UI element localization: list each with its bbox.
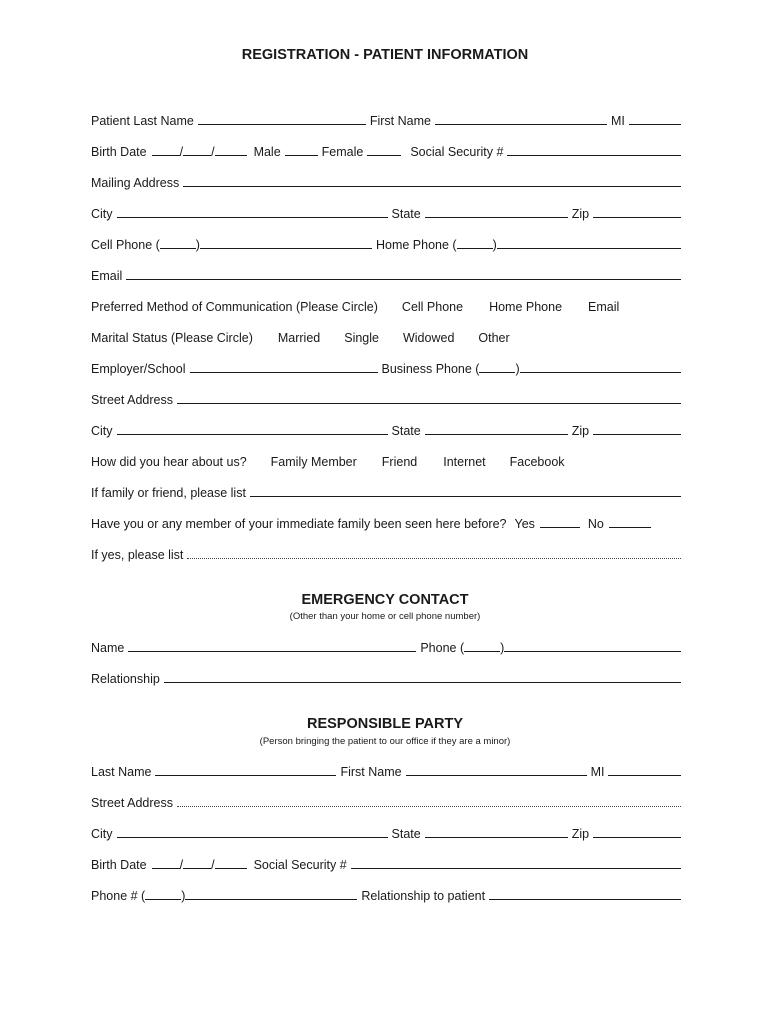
responsible-zip-label: Zip (571, 827, 590, 841)
marital-option-widowed[interactable]: Widowed (402, 331, 455, 345)
emergency-phone-area-field[interactable] (464, 650, 500, 652)
responsible-relationship-field[interactable] (489, 898, 681, 900)
patient-last-name-label: Patient Last Name (91, 114, 194, 128)
form-title: REGISTRATION - PATIENT INFORMATION (241, 47, 529, 63)
family-friend-label: If family or friend, please list (91, 486, 246, 500)
birth-date-label: Birth Date (91, 145, 147, 159)
street-address-field[interactable] (177, 402, 681, 404)
responsible-state-field[interactable] (425, 836, 568, 838)
responsible-birth-day-field[interactable] (183, 867, 211, 869)
responsible-street-label: Street Address (91, 796, 173, 810)
responsible-last-name-field[interactable] (155, 774, 336, 776)
responsible-mi-field[interactable] (608, 774, 681, 776)
responsible-first-name-label: First Name (340, 765, 402, 779)
employer-label: Employer/School (91, 362, 186, 376)
street-address-label: Street Address (91, 393, 173, 407)
male-field[interactable] (285, 154, 318, 156)
email-row (91, 265, 681, 283)
business-phone-label: Business Phone ( (381, 362, 480, 376)
mailing-address-row (91, 172, 681, 190)
responsible-street-field[interactable] (177, 805, 681, 807)
responsible-birth-date-label: Birth Date (91, 858, 147, 872)
responsible-phone-label: Phone # ( (91, 889, 146, 903)
marital-option-other[interactable]: Other (478, 331, 510, 345)
email-field[interactable] (126, 278, 681, 280)
referral-option-facebook[interactable]: Facebook (509, 455, 565, 469)
responsible-ssn-field[interactable] (351, 867, 681, 869)
responsible-city-field[interactable] (117, 836, 388, 838)
birth-year-field[interactable] (215, 154, 247, 156)
responsible-last-name-label: Last Name (91, 765, 152, 779)
emergency-name-label: Name (91, 641, 125, 655)
if-yes-label: If yes, please list (91, 548, 184, 562)
responsible-street-row (91, 792, 681, 810)
paren-close: ) (492, 238, 497, 252)
patient-mi-field[interactable] (629, 123, 681, 125)
ssn-label: Social Security # (410, 145, 504, 159)
if-yes-row (91, 544, 681, 562)
responsible-birth-year-field[interactable] (215, 867, 247, 869)
state-label: State (391, 424, 421, 438)
zip-field[interactable] (593, 216, 681, 218)
emergency-relationship-label: Relationship (91, 672, 160, 686)
patient-first-name-label: First Name (369, 114, 431, 128)
pref-option-home-phone[interactable]: Home Phone (489, 300, 563, 314)
referral-option-internet[interactable]: Internet (443, 455, 486, 469)
responsible-birth-month-field[interactable] (152, 867, 180, 869)
referral-row (91, 451, 681, 469)
responsible-phone-field[interactable] (185, 898, 357, 900)
employer-row (91, 358, 681, 376)
zip-label: Zip (571, 424, 590, 438)
patient-name-row (91, 110, 681, 128)
emergency-name-row (91, 637, 681, 655)
if-yes-field[interactable] (187, 557, 681, 559)
date-separator: / (211, 145, 215, 159)
city-field[interactable] (117, 433, 388, 435)
birth-month-field[interactable] (152, 154, 180, 156)
date-separator: / (211, 858, 215, 872)
marital-status-row (91, 327, 681, 345)
emergency-relationship-field[interactable] (164, 681, 681, 683)
responsible-birth-row (91, 854, 681, 872)
pref-option-cell-phone[interactable]: Cell Phone (401, 300, 464, 314)
cell-phone-area-field[interactable] (160, 247, 196, 249)
emergency-phone-label: Phone ( (420, 641, 465, 655)
responsible-city-row (91, 823, 681, 841)
employer-field[interactable] (190, 371, 378, 373)
paren-close: ) (181, 889, 186, 903)
city-state-zip-row (91, 203, 681, 221)
responsible-name-row (91, 761, 681, 779)
street-address-row (91, 389, 681, 407)
responsible-city-label: City (91, 827, 113, 841)
seen-yes-field[interactable] (540, 526, 580, 528)
date-separator: / (179, 858, 184, 872)
referral-option-family-member[interactable]: Family Member (270, 455, 357, 469)
date-separator: / (179, 145, 184, 159)
zip-field[interactable] (593, 433, 681, 435)
birth-day-field[interactable] (183, 154, 211, 156)
city-field[interactable] (117, 216, 388, 218)
patient-birth-row (91, 141, 681, 159)
state-field[interactable] (425, 433, 568, 435)
family-friend-row (91, 482, 681, 500)
responsible-first-name-field[interactable] (406, 774, 587, 776)
responsible-ssn-label: Social Security # (253, 858, 347, 872)
paren-close: ) (500, 641, 505, 655)
seen-no-field[interactable] (609, 526, 651, 528)
responsible-party-subtitle: (Person bringing the patient to our office if they are a minor) (259, 736, 511, 747)
responsible-relationship-label: Relationship to patient (361, 889, 486, 903)
ssn-field[interactable] (507, 154, 681, 156)
paren-close: ) (515, 362, 520, 376)
mailing-address-label: Mailing Address (91, 176, 180, 190)
business-phone-area-field[interactable] (479, 371, 515, 373)
marital-status-label: Marital Status (Please Circle) (91, 331, 253, 345)
responsible-phone-row (91, 885, 681, 903)
city-label: City (91, 207, 113, 221)
seen-yes-label: Yes (514, 517, 535, 531)
cell-phone-label: Cell Phone ( (91, 238, 160, 252)
email-label: Email (91, 269, 123, 283)
business-phone-field[interactable] (520, 371, 681, 373)
zip-label: Zip (571, 207, 590, 221)
city-label: City (91, 424, 113, 438)
patient-mi-label: MI (610, 114, 625, 128)
emergency-contact-subtitle: (Other than your home or cell phone number) (289, 611, 481, 622)
patient-last-name-field[interactable] (198, 123, 366, 125)
responsible-state-label: State (391, 827, 421, 841)
emergency-relationship-row (91, 668, 681, 686)
preferred-comm-label: Preferred Method of Communication (Please Circle) (91, 300, 378, 314)
mailing-address-field[interactable] (183, 185, 681, 187)
emergency-phone-field[interactable] (504, 650, 681, 652)
female-field[interactable] (367, 154, 401, 156)
seen-no-label: No (587, 517, 604, 531)
responsible-zip-field[interactable] (593, 836, 681, 838)
seen-before-label: Have you or any member of your immediate family been seen here before? (91, 517, 507, 531)
male-label: Male (253, 145, 281, 159)
home-phone-area-field[interactable] (457, 247, 493, 249)
marital-option-married[interactable]: Married (277, 331, 321, 345)
female-label: Female (321, 145, 364, 159)
state-field[interactable] (425, 216, 568, 218)
responsible-mi-label: MI (590, 765, 605, 779)
seen-before-row (91, 513, 681, 531)
referral-label: How did you hear about us? (91, 455, 247, 469)
responsible-phone-area-field[interactable] (145, 898, 181, 900)
emergency-contact-title: EMERGENCY CONTACT (301, 592, 469, 608)
pref-option-email[interactable]: Email (588, 300, 620, 314)
emergency-name-field[interactable] (128, 650, 416, 652)
phones-row (91, 234, 681, 252)
marital-option-single[interactable]: Single (344, 331, 379, 345)
state-label: State (391, 207, 421, 221)
cell-phone-field[interactable] (200, 247, 372, 249)
patient-first-name-field[interactable] (435, 123, 607, 125)
paren-close: ) (195, 238, 200, 252)
city-state-zip-row-2 (91, 420, 681, 438)
referral-option-friend[interactable]: Friend (381, 455, 418, 469)
home-phone-field[interactable] (497, 247, 681, 249)
family-friend-field[interactable] (250, 495, 681, 497)
home-phone-label: Home Phone ( (375, 238, 457, 252)
preferred-comm-row (91, 296, 681, 314)
responsible-party-title: RESPONSIBLE PARTY (306, 716, 464, 732)
